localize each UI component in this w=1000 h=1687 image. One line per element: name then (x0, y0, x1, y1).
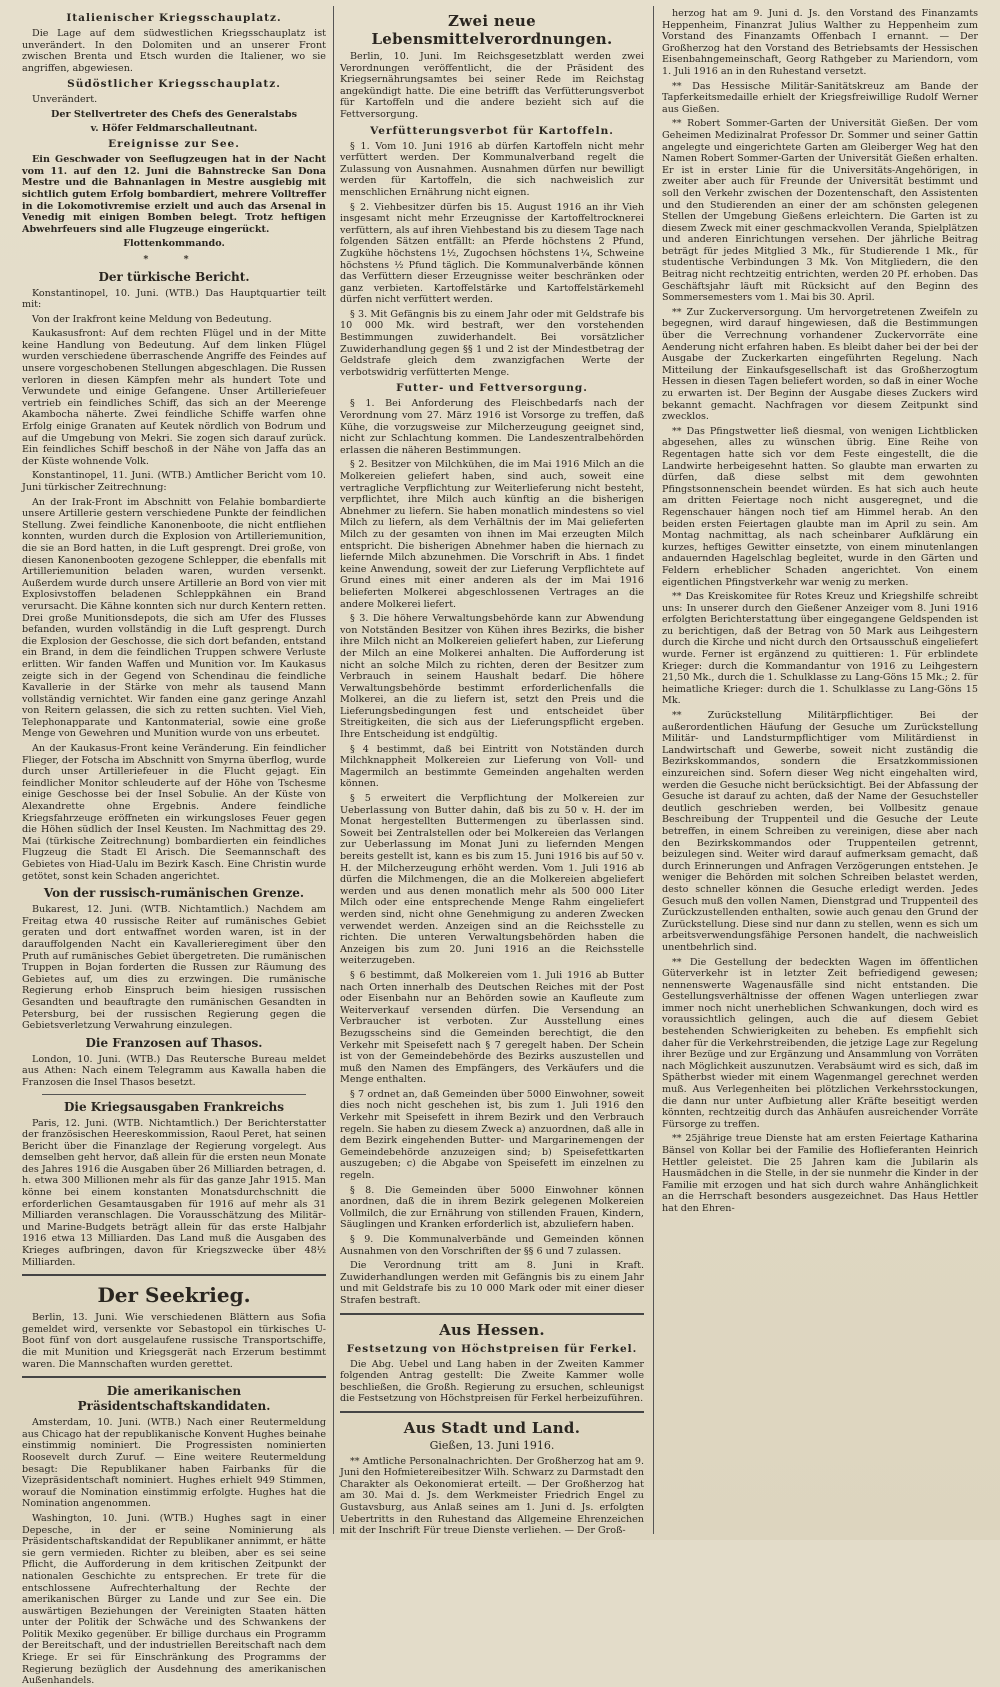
paragraph: ** Das Hessische Militär-Sanitätskreuz am Bande der Tapferkeitsmedaille erhielt der Kriegsfreiwillige Rudolf Werner aus Gießen. (662, 80, 978, 115)
paragraph: Die Lage auf dem südwestlichen Kriegsschauplatz ist unverändert. In den Dolomiten und an unserer Front zwischen Brenta und Etsch wurden die Italiener, wo sie angriffen, abgewiesen. (22, 28, 326, 74)
article-heading: Zwei neue Lebensmittelverordnungen. (371, 12, 613, 48)
article-heading: Der Seekrieg. (97, 1283, 251, 1308)
dateline: Gießen, 13. Juni 1916. (429, 1438, 555, 1452)
paragraph: ** Amtliche Personalnachrichten. Der Großherzog hat am 9. Juni den Hofmietereibesitzer Wilh. Schwarz zu Darmstadt den Charakter als Oekonomierat erteilt. — Der Großherzog hat am 30. Mai d. Js. dem Werkmeister Friedrich Engel zu Gustavsburg, aus Anlaß seines am 1. Juni d. Js. erfolgten Uebertritts in den Ruhestand das Allgemeine Ehrenzeichen mit der Inschrift Für treue Dienste verliehen. — Der Groß- (340, 1455, 644, 1537)
signature-line: Flottenkommando. (123, 238, 225, 250)
column-rule (333, 6, 334, 1534)
sub-heading: Verfütterungsverbot für Kartoffeln. (370, 124, 614, 137)
section-heading: Ereignisse zur See. (108, 138, 240, 151)
paragraph: Berlin, 10. Juni. Im Reichsgesetzblatt werden zwei Verordnungen veröffentlicht, die der Präsident des Kriegsernährungsamtes bei seiner Rede im Reichstag angekündigt hatte. Die eine betrifft das Verfütterungsverbot für Kartoffeln und die andere bezieht sich auf die Fettversorgung. (340, 51, 644, 120)
paragraph: Kaukasusfront: Auf dem rechten Flügel und in der Mitte keine Handlung von Bedeutung. Auf dem linken Flügel wurden verschiedene überraschende Angriffe des Feindes auf unsere vorgeschobenen Stellungen abgeschlagen. Die Russen verloren in diesen Kämpfen mehr als hundert Tote und Verwundete und einige Gefangene. Unser Artilleriefeuer vertrieb ein feindliches Schiff, das sich an der Meerenge Akambocha näherte. Zwei feindliche Schiffe warfen ohne Erfolg einige Granaten auf Keutek nördlich von Bodrum und auf die Umgebung von Mekri. Sie zogen sich darauf zurück. Ein feindliches Schiff beschoß in der Nähe von Jaffa das an der Küste wohnende Volk. (22, 328, 326, 467)
article-heading: Von der russisch-rumänischen Grenze. (43, 886, 305, 901)
column-1 (22, 8, 326, 1687)
paragraph: Die Abg. Uebel und Lang haben in der Zweiten Kammer folgenden Antrag gestellt: Die Zweite Kammer wolle beschließen, die Großh. Regierung zu ersuchen, schleunigst die Festsetzung von Höchstpreisen für Ferkel herbeizuführen. (340, 1358, 644, 1405)
paragraph: Die Verordnung tritt am 8. Juni in Kraft. Zuwiderhandlungen werden mit Gefängnis bis zu einem Jahr und mit Geldstrafe bis zu 10 000 Mark oder mit einer dieser Strafen bestraft. (340, 1260, 644, 1306)
paragraph: § 1. Bei Anforderung des Fleischbedarfs nach der Verordnung vom 27. März 1916 ist Vorsorge zu treffen, daß Kühe, die vorzugsweise zur Milcherzeugung geeignet sind, nicht zur Schlachtung kommen. Die Landeszentralbehörden erlassen die näheren Bestimmungen. (340, 398, 644, 456)
article-heading: Die Franzosen auf Thasos. (85, 1035, 263, 1050)
paragraph: § 3. Mit Gefängnis bis zu einem Jahr oder mit Geldstrafe bis 10 000 Mk. wird bestraft, wer den vorstehenden Bestimmungen zuwiderhandelt. Bei vorsätzlicher Zuwiderhandlung gegen §§ 1 und 2 ist der Mindestbetrag der Geldstrafe gleich dem zwanzigfachen Werte der verbotswidrig verfütterten Menge. (340, 308, 644, 378)
signature-line: v. Höfer Feldmarschalleutnant. (90, 122, 258, 134)
article-heading: Aus Hessen. (439, 1320, 545, 1339)
paragraph: An der Irak-Front im Abschnitt von Felahie bombardierte unsere Artillerie gestern verschiedene Punkte der feindlichen Stellung. Zwei feindliche Kanonenboote, die nicht entfliehen konnten, wurden durch die Explosion von Artilleriemunition, die sie an Bord hatten, in die Luft gesprengt. Drei große, von diesen Kanonenbooten gezogene Schlepper, die ebenfalls mit Artilleriemunition beladen waren, wurden versenkt. Außerdem wurde durch unsere Artillerie an Bord von vier mit Explosivstoffen beladenen Schleppkähnen ein Brand verursacht. Die Kähne konnten sich nur durch Kentern retten. Drei große Munitionsdepots, die sich am Ufer des Flusses befanden, wurden vollständig in die Luft gesprengt. Durch die Explosion der Geschosse, die sich dort befanden, entstand ein Brand, in dem die feindlichen Truppen schwere Verluste erlitten. Wir fanden Waffen und Munition vor. Im Kaukasus zeigte sich in der Gegend von Schendinau die feindliche Kavallerie in der Stärke von mehr als tausend Mann vollständig vernichtet. Wir fanden eine ganz geringe Anzahl von Reitern gelassen, die sich zu retten suchten. Viel Vieh, Telephonapparate und Kantonmaterial, sowie eine große Menge von Gewehren und Munition wurde von uns erbeutet. (22, 496, 326, 740)
column-2 (340, 8, 644, 1537)
sub-heading: Futter- und Fettversorgung. (396, 382, 588, 395)
separator-stars: * * (143, 253, 205, 265)
paragraph: ** 25jährige treue Dienste hat am ersten Feiertage Katharina Bänsel von Kollar bei der Familie des Hoflieferanten Heinrich Hettler geleistet. Die 25 Jahren kam die Jubilarin als Hausmädchen in die Stelle, in der sie nunmehr die Kinder in der Familie mit erzogen und hat sich durch wahre Anhänglichkeit an die Herrschaft besonders ausgezeichnet. Das Haus Hettler hat den Ehren- (662, 1133, 978, 1214)
paragraph: § 1. Vom 10. Juni 1916 ab dürfen Kartoffeln nicht mehr verfüttert werden. Der Kommunalverband regelt die Zulassung von Ausnahmen. Ausnahmen dürfen nur bewilligt werden für Kartoffeln, die sich nachweislich zur menschlichen Ernährung nicht eignen. (340, 140, 644, 198)
section-heading: Italienischer Kriegsschauplatz. (66, 12, 282, 24)
column-3 (662, 8, 978, 1532)
article-heading: Der türkische Bericht. (98, 269, 250, 284)
paragraph: An der Kaukasus-Front keine Veränderung. Ein feindlicher Flieger, der Fotscha im Abschnitt von Smyrna überflog, wurde durch unser Artilleriefeuer in die Flucht gejagt. Ein feindlicher Monitor schleuderte auf der Höhe von Tschesme einige Geschosse bei der Insel Sobulie. An der Küste von Alexandrette ohne Ergebnis. Andere feindliche Kriegsfahrzeuge eröffneten ein wirkungsloses Feuer gegen die Höhen südlich der Insel Keusten. Im Nachmittag des 29. Mai (türkische Zeitrechnung) bombardierten ein feindliches Flugzeug die Stadt El Arisch. Die Seemannschaft des Gebietes von Hiad-Ualu im Bezirk Kasch. Eine Christin wurde getötet, sonst kein Schaden angerichtet. (22, 743, 326, 882)
paragraph: herzog hat am 9. Juni d. Js. den Vorstand des Finanzamts Heppenheim, Finanzrat Julius Walther zu Heppenheim zum Vorstand des Finanzamts Offenbach I ernannt. — Der Großherzog hat den Vorstand des Betriebsamts der Hessischen Eisenbahngemeinschaft, Georg Rathgeber zu Mariendorn, vom 1. Juli 1916 an in den Ruhestand versetzt. (662, 8, 978, 77)
divider (22, 1274, 326, 1276)
paragraph: Von der Irakfront keine Meldung von Bedeutung. (32, 313, 272, 325)
paragraph: London, 10. Juni. (WTB.) Das Reutersche Bureau meldet aus Athen: Nach einem Telegramm aus Kawalla haben die Franzosen die Insel Thasos besetzt. (22, 1053, 326, 1088)
paragraph: ** Das Kreiskomitee für Rotes Kreuz und Kriegshilfe schreibt uns: In unserer durch den Gießener Anzeiger vom 8. Juni 1916 erfolgten Berichterstattung über eingegangene Geldspenden ist zu berichtigen, daß der Betrag von 50 Mark aus Leihgestern durch die Kirche und nicht durch den Ortsausschuß eingeliefert wurde. Ferner ist ergänzend zu quittieren: 1. Für erblindete Krieger: durch die Kommandantur von 1916 zu Leihgestern 21,50 Mk., durch die 1. Schulklasse zu Lang-Göns 15 Mk.; 2. für heimatliche Krieger: durch die 1. Schulklasse zu Lang-Göns 15 Mk. (662, 591, 978, 707)
paragraph: Bukarest, 12. Juni. (WTB. Nichtamtlich.) Nachdem am Freitag etwa 40 russische Reiter auf rumänisches Gebiet geraten und dort entwaffnet worden waren, ist in der darauffolgenden Nacht ein Kavallerieregiment über den Pruth auf rumänisches Gebiet übergetreten. Die rumänischen Truppen in Bojan forderten die Russen zur Räumung des Gebietes auf, um dies zu erzwingen. Die rumänische Regierung erhob Einspruch beim hiesigen russischen Gesandten und beauftragte den rumänischen Gesandten in Petersburg, bei der russischen Regierung gegen die Gebietsverletzung Verwahrung einzulegen. (22, 904, 326, 1032)
sub-heading: Festsetzung von Höchstpreisen für Ferkel. (346, 1342, 638, 1355)
paragraph: ** Robert Sommer-Garten der Universität Gießen. Der vom Geheimen Medizinalrat Professor Dr. Sommer und seiner Gattin angelegte und eingerichtete Garten am Gleiberger Weg hat den Namen Robert Sommer-Garten der Universität Gießen erhalten. Er ist in erster Linie für die Universitäts-Angehörigen, in zweiter aber auch für Freunde der Universität bestimmt und soll den Verkehr zwischen der Dozentenschaft, den Assistenten und den Studierenden an einer der am schönsten gelegenen Stellen der Umgebung Gießens erleichtern. Die Garten ist zu diesem Zweck mit einer geschmackvollen Veranda, Spielplätzen und anderen Einrichtungen versehen. Der jährliche Beitrag beträgt für jedes Mitglied 3 Mk., für Studierende 1 Mk., für studentische Verbindungen 3 Mk. Von Mitgliedern, die den Beitrag nicht rechtzeitig entrichten, werden 20 Pf. erhoben. Das Geschäftsjahr läuft mit Rücksicht auf den Beginn des Sommersemesters vom 1. Mai bis 30. April. (662, 118, 978, 304)
paragraph: § 2. Viehbesitzer dürfen bis 15. August 1916 an ihr Vieh insgesamt nicht mehr Erzeugnisse der Kartoffeltrocknerei verfüttern, als auf ihren Viehbestand bis zu diesem Tage nach folgenden Sätzen entfällt: an Pferde höchstens 2 Pfund, Zugkühe höchstens 1½, Zugochsen höchstens 1¼, Schweine höchstens ½ Pfund täglich. Die Kommunalverbände können das Verfüttern dieser Erzeugnisse weiter beschränken oder ganz verbieten. Kartoffelstärke und Kartoffelstärkemehl dürfen nicht verfüttert werden. (340, 201, 644, 306)
paragraph: § 8. Die Gemeinden über 5000 Einwohner können anordnen, daß die in ihrem Bezirk gelegenen Molkereien Vollmilch, die zur Ernährung von stillenden Frauen, Kindern, Säuglingen und Kranken erforderlich ist, abzuliefern haben. (340, 1184, 644, 1231)
article-heading: Aus Stadt und Land. (403, 1418, 581, 1437)
paragraph: Konstantinopel, 11. Juni. (WTB.) Amtlicher Bericht vom 10. Juni türkischer Zeitrechnung: (22, 470, 326, 493)
paragraph: Paris, 12. Juni. (WTB. Nichtamtlich.) Der Berichterstatter der französischen Heereskommission, Raoul Peret, hat seinen Bericht über die Finanzlage der Regierung vorgelegt. Aus demselben geht hervor, daß allein für die ersten neun Monate des Jahres 1916 die Ausgaben über 26 Milliarden betragen, d. h. etwa 300 Millionen mehr als für das ganze Jahr 1915. Man könne bei einem konstanten Monatsdurchschnitt die erforderlichen Gesamtausgaben für 1916 auf mehr als 31 Milliarden veranschlagen. Die Vorausschätzung des Militär- und Marine-Budgets beträgt allein für das erste Halbjahr 1916 etwa 13 Milliarden. Das Land muß die Ausgaben des Krieges aufbringen, davon für Kriegszwecke über 48½ Milliarden. (22, 1117, 326, 1268)
paragraph: ** Zurückstellung Militärpflichtiger. Bei der außerordentlichen Häufung der Gesuche um Zurückstellung Militär- und Landsturmpflichtiger vom Militärdienst in Landwirtschaft und Gewerbe, soweit nicht zuständig die Bezirkskommandos, sondern die Ersatzkommissionen einzureichen sind. Sofern dieser Weg nicht eingehalten wird, werden die Gesuche nicht berücksichtigt. Bei der Abfassung der Gesuche ist darauf zu achten, daß der Name der Gesuchsteller deutlich geschrieben werden, bei Vollbesitz genaue Beschreibung der Truppenteil und die Gesuche der Leute betreffen, in einem Schreiben zu vereinigen, diese aber nach den Bezirkskommandos oder Truppenteilen getrennt, beizulegen sind. Weiter wird darauf aufmerksam gemacht, daß durch Erinnerungen und Anfragen Verzögerungen entstehen. Je weniger die Behörden mit solchen Schreiben belastet werden, desto schneller können die Gesuche erledigt werden. Jedes Gesuch muß den vollen Namen, Dienstgrad und Truppenteil des Zurückzustellenden enthalten, sowie auch genau den Grund der Zurückstellung. Diese sind nur dann zu stellen, wenn es sich um arbeitsverwendungsfähige Personen handelt, die nachweislich unentbehrlich sind. (662, 710, 978, 953)
paragraph: § 6 bestimmt, daß Molkereien vom 1. Juli 1916 ab Butter nach Orten innerhalb des Deutschen Reiches mit der Post oder Eisenbahn nur an Behörden sowie an Kaufleute zum Weiterverkauf versenden dürfen. Die Versendung an Verbraucher ist verboten. Zur Ausstellung eines Bezugsscheins sind die Gemeinden berechtigt, die den Verkehr mit Speisefett nach § 7 geregelt haben. Der Schein ist von der Gemeindebehörde des Bezirks auszustellen und muß den Namen des Empfängers, des Verkäufers und die Menge enthalten. (340, 969, 644, 1086)
paragraph: § 2. Besitzer von Milchkühen, die im Mai 1916 Milch an die Molkereien geliefert haben, sind auch, soweit eine vertragliche Verpflichtung zur Weiterlieferung nicht besteht, verpflichtet, ihre Milch auch künftig an die bisherigen Abnehmer zu liefern. Sie haben monatlich mindestens so viel Milch zu liefern, als dem Verhältnis der im Mai gelieferten Milch zu der gesamten von ihnen im Mai erzeugten Milch entspricht. Die bisherigen Abnehmer haben die hiernach zu liefernde Milch abzunehmen. Die Vorschrift in Abs. 1 findet keine Anwendung, soweit der zur Lieferung Verpflichtete auf Grund eines mit einer anderen als der im Mai 1916 belieferten Molkerei abgeschlossenen Vertrages an die andere Molkerei liefert. (340, 459, 644, 610)
section-heading: Südöstlicher Kriegsschauplatz. (67, 78, 281, 91)
paragraph: § 3. Die höhere Verwaltungsbehörde kann zur Abwendung von Notständen Besitzer von Kühen ihres Bezirks, die bisher ihre Milch nicht an Molkereien geliefert haben, zur Lieferung der Milch an eine Molkerei anhalten. Die Aufforderung ist nicht an solche Milch zu richten, deren der Besitzer zum Verbrauch in seinem Haushalt bedarf. Die höhere Verwaltungsbehörde bestimmt erforderlichenfalls die Molkerei, an die zu liefern ist, setzt den Preis und die Lieferungsbedingungen fest und entscheidet über Streitigkeiten, die sich aus der Lieferungspflicht ergeben. Ihre Entscheidung ist endgültig. (340, 613, 644, 741)
paragraph: Unverändert. (32, 94, 98, 106)
article-heading: Die amerikanischen Präsidentschaftskandidaten. (77, 1384, 271, 1414)
paragraph: § 5 erweitert die Verpflichtung der Molkereien zur Ueberlassung von Butter dahin, daß bis zu 50 v. H. der im Monat hergestellten Buttermengen zu überlassen sind. Soweit bei Zentralstellen oder bei Molkereien das Verlangen zur Ueberlassung im Monat Juni zu liefernden Mengen bereits gestellt ist, kann es bis zum 15. Juni 1916 bis auf 50 v. H. der Milcherzeugung erhöht werden. Vom 1. Juli 1916 ab dürfen die Milchmengen, die an die Molkereien abgeliefert werden und aus denen monatlich mehr als 500 000 Liter Milch oder eine entsprechende Menge Rahm eingeliefert werden sind, nicht ohne Genehmigung zu anderen Zwecken verwendet werden. Anzeigen sind an die Reichsstelle zu richten. Die unteren Verwaltungsbehörden haben die Anzeigen bis zum 20. Juni 1916 an die Reichsstelle weiterzugeben. (340, 793, 644, 967)
paragraph: ** Das Pfingstwetter ließ diesmal, von wenigen Lichtblicken abgesehen, alles zu wünschen übrig. Eine Reihe von Regentagen hatte sich vor dem Feste eingestellt, die die Landwirte herbeigesehnt hatten. So glaubte man erwarten zu dürfen, daß diese selbst mit dem gewohnten Pfingstsonnenschein beendet würden. Es hat sich auch heute am dritten Feiertage noch nicht ausgeregnet, und die Regenschauer hängen noch tief am Himmel herab. An den beiden ersten Feiertagen glaubte man im April zu sein. Am Montag nachmittag, als nach scheinbarer Aufklärung ein kurzes, heftiges Gewitter einsetzte, von einem minutenlangen andauernden Hagelschlag begleitet, wurde in den Gärten und Feldern erheblicher Schaden angerichtet. Von einem eigentlichen Pfingstverkehr war wenig zu merken. (662, 425, 978, 588)
paragraph: Berlin, 13. Juni. Wie verschiedenen Blättern aus Sofia gemeldet wird, versenkte vor Sebastopol ein türkisches U-Boot fünf von dort ausgelaufene russische Transportschiffe, die mit Munition und Kriegsgerät nach Erzerum bestimmt waren. Die Mannschaften wurden gerettet. (22, 1312, 326, 1370)
paragraph: § 4 bestimmt, daß bei Eintritt von Notständen durch Milchknappheit Molkereien zur Lieferung von Voll- und Magermilch an bestimmte Gemeinden angehalten werden können. (340, 743, 644, 790)
paragraph: § 7 ordnet an, daß Gemeinden über 5000 Einwohner, soweit dies noch nicht geschehen ist, bis zum 1. Juli 1916 den Verkehr mit Speisefett in ihrem Bezirk und den Verbrauch regeln. Sie haben zu diesem Zweck a) anzuordnen, daß alle in dem Bezirk eingehenden Butter- und Margarinemengen der Gemeindebehörde anzuzeigen sind; b) Speisefettkarten auszugeben; c) die Abgabe von Speisefett im einzelnen zu regeln. (340, 1088, 644, 1182)
paragraph: Washington, 10. Juni. (WTB.) Hughes sagt in einer Depesche, in der er seine Nominierung als Präsidentschaftskandidat der Republikaner annimmt, er hätte sie gern vermieden. Richter zu bleiben, aber es sei seine Pflicht, die Aufforderung in dem kritischen Zeitpunkt der nationalen Geschichte zu entsprechen. Er trete für die entschlossene Aufrechterhaltung der Rechte der amerikanischen Bürger zu Lande und zur See ein. Die auswärtigen Beziehungen der Vereinigten Staaten hätten unter der Politik der Schwäche und des Schwankens der Politik Mexiko gegenüber. Er billige durchaus ein Programm der Bereitschaft, und der industriellen Bereitschaft nach dem Kriege. Er sei für Einschränkung des Programms der Regierung bezüglich der Ausdehnung des amerikanischen Außenhandels. (22, 1512, 326, 1687)
paragraph: Konstantinopel, 10. Juni. (WTB.) Das Hauptquartier teilt mit: (22, 287, 326, 311)
column-rule (653, 6, 654, 1534)
paragraph: Amsterdam, 10. Juni. (WTB.) Nach einer Reutermeldung aus Chicago hat der republikanische Konvent Hughes beinahe einstimmig nominiert. Die Progressisten nominierten Roosevelt durch Zuruf. — Eine weitere Reutermeldung besagt: Die Republikaner haben Fairbanks für die Vizepräsidentschaft nominiert. Hughes erhielt 949 Stimmen, worauf die Nomination einstimmig erfolgte. Hughes hat die Nomination angenommen. (22, 1417, 326, 1510)
paragraph: Ein Geschwader von Seeflugzeugen hat in der Nacht vom 11. auf den 12. Juni die Bahnstrecke San Dona Mestre und die Bahnanlagen in Mestre ausgiebig mit sichtlich gutem Erfolg bombardiert, mehrere Volltreffer in die Lokomotivremise erzielt und auch das Arsenal in Venedig mit einigen Bomben belegt. Trotz heftigen Abwehrfeuers sind alle Flugzeuge eingerückt. (22, 154, 326, 235)
paragraph: ** Zur Zuckerversorgung. Um hervorgetretenen Zweifeln zu begegnen, wird darauf hingewiesen, daß die Bestimmungen über die Verrechnung vorhandener Zuckervorräte eine Aenderung nicht erfahren haben. Es bleibt daher bei der bei der Ausgabe der Zuckerkarten eingeführten Regelung. Nach Mitteilung der Einkaufsgesellschaft ist das Großherzogtum Hessen in diesen Tagen beliefert worden, so daß in einer Woche zu erwarten ist. Der Beginn der Ausgabe dieses Zuckers wird bekannt gemacht. Nachfragen vor diesem Zeitpunkt sind zwecklos. (662, 306, 978, 423)
divider (22, 1376, 326, 1378)
paragraph: ** Die Gestellung der bedeckten Wagen im öffentlichen Güterverkehr ist in letzter Zeit befriedigend gewesen; nennenswerte Wagenausfälle sind nicht entstanden. Die Gestellungsverhältnisse der offenen Wagen unterliegen zwar immer noch nicht unerheblichen Schwankungen, doch wird es voraussichtlich gelingen, auch die auf diesem Gebiet bestehenden Schwierigkeiten zu beheben. Es empfiehlt sich daher für die Verkehrstreibenden, die jetzige Lage zur Regelung ihrer Bezüge und zur Ergänzung und Ansammlung von Vorräten nach Möglichkeit auszunutzen. Verabsäumt wird es sich, daß im Spätherbst wieder mit einem Wagenmangel gerechnet werden muß. Aus Verlegenheiten bei plötzlichen Verkehrsstockungen, die dann nur unter Aufbietung aller Kräfte beseitigt werden könnten, rechtzeitig durch das Anhäufen ausreichender Vorräte Fürsorge zu treffen. (662, 956, 978, 1130)
article-heading: Die Kriegsausgaben Frankreichs (64, 1099, 284, 1114)
signature-line: Der Stellvertreter des Chefs des Generalstabs (51, 108, 297, 120)
divider (340, 1313, 644, 1315)
paragraph: § 9. Die Kommunalverbände und Gemeinden können Ausnahmen von den Vorschriften der §§ 6 und 7 zulassen. (340, 1234, 644, 1257)
divider (340, 1411, 644, 1413)
divider (42, 1094, 306, 1095)
